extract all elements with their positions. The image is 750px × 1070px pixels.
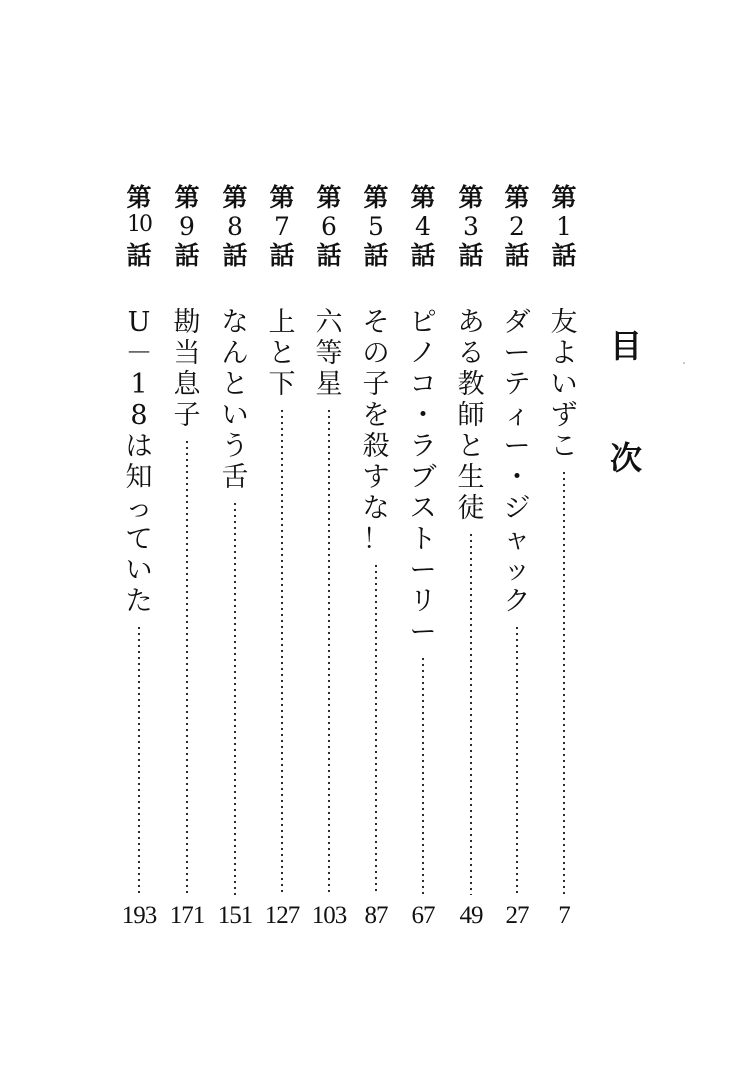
dot-leader xyxy=(516,625,518,895)
toc-entry[interactable] xyxy=(353,185,399,945)
chapter-label: 第 3 話 xyxy=(458,183,484,270)
dot-leader xyxy=(470,532,472,895)
toc-entry[interactable] xyxy=(494,185,540,945)
toc-entry[interactable] xyxy=(212,185,258,945)
toc-entry[interactable] xyxy=(259,185,305,945)
chapter-title: 六 等 星 xyxy=(315,307,343,400)
dot-leader xyxy=(422,656,424,895)
page-number: 151 xyxy=(217,902,253,929)
dot-leader xyxy=(563,470,565,895)
dot-leader xyxy=(186,439,188,895)
chapter-label: 第 7 話 xyxy=(269,183,295,270)
page-number: 103 xyxy=(311,902,347,929)
chapter-title: ダ ー テ ィ ー ・ ジ ャ ッ ク xyxy=(503,307,531,617)
chapter-title: 勘 当 息 子 xyxy=(173,307,201,431)
chapter-label: 第 9 話 xyxy=(174,183,200,270)
toc-entry[interactable] xyxy=(448,185,494,945)
chapter-label: 第 10 話 xyxy=(126,183,152,270)
toc-entry[interactable] xyxy=(306,185,352,945)
toc-entry[interactable] xyxy=(400,185,446,945)
chapter-label: 第 5 話 xyxy=(363,183,389,270)
dot-leader xyxy=(328,408,330,895)
chapter-title: あ る 教 師 と 生 徒 xyxy=(457,307,485,524)
chapter-title: な ん と い う 舌 xyxy=(221,307,249,493)
page-number: 87 xyxy=(364,902,388,929)
chapter-label: 第 1 話 xyxy=(551,183,577,270)
dot-leader xyxy=(234,501,236,895)
chapter-title: 友 よ い ず こ xyxy=(550,307,578,462)
page-number: 127 xyxy=(264,902,300,929)
page-number: 171 xyxy=(169,902,205,929)
toc-entry[interactable] xyxy=(116,185,162,945)
dot-leader xyxy=(281,408,283,895)
chapter-label: 第 8 話 xyxy=(222,183,248,270)
toc-title: 目 次 xyxy=(609,327,642,477)
toc-entry[interactable] xyxy=(541,185,587,945)
scan-speck xyxy=(683,362,685,364)
dot-leader xyxy=(138,625,140,895)
page-number: 27 xyxy=(505,902,529,929)
chapter-title: ピ ノ コ ・ ラ ブ ス ト ー リ ー xyxy=(409,307,437,648)
chapter-label: 第 4 話 xyxy=(410,183,436,270)
chapter-title: U － 1 8 は 知 っ て い た xyxy=(125,307,153,617)
page-number: 193 xyxy=(121,902,157,929)
chapter-title: 上 と 下 xyxy=(268,307,296,400)
chapter-label: 第 6 話 xyxy=(316,183,342,270)
chapter-label: 第 2 話 xyxy=(504,183,530,270)
chapter-title: そ の 子 を 殺 す な ！ xyxy=(362,307,390,555)
toc-entry[interactable] xyxy=(164,185,210,945)
page-number: 67 xyxy=(411,902,435,929)
dot-leader xyxy=(375,563,377,895)
page-number: 7 xyxy=(558,902,570,929)
page-number: 49 xyxy=(459,902,483,929)
